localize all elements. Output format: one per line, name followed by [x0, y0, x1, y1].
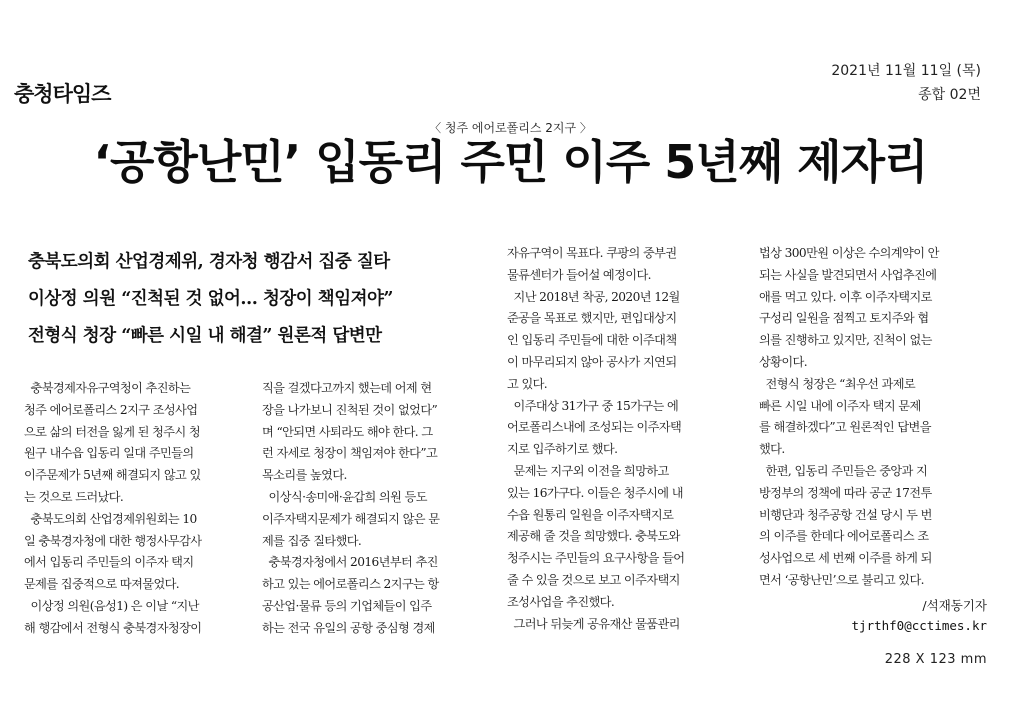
body-line: 지난 2018년 착공, 2020년 12월 — [507, 289, 680, 304]
body-line: 상황이다. — [759, 354, 807, 369]
body-line: 제공해 줄 것을 희망했다. 충북도와 — [507, 529, 680, 544]
body-line: 법상 300만원 이상은 수의계약이 안 — [759, 246, 939, 260]
body-line: 원구 내수읍 입동리 일대 주민들의 — [24, 446, 194, 461]
body-line: 해 행감에서 전형식 충북경자청장이 — [24, 620, 202, 635]
reporter-byline: /석재동기자 — [922, 598, 987, 613]
body-line: 있는 16가구다. 이들은 청주시에 내 — [507, 485, 683, 500]
body-line: 공산업·물류 등의 기업체들이 입주 — [262, 598, 432, 613]
body-line: 성사업으로 세 번째 이주를 하게 되 — [759, 551, 932, 566]
body-line: 에서 입동리 주민들의 이주자 택지 — [24, 555, 194, 570]
body-line: 이 마무리되지 않아 공사가 지연되 — [507, 354, 677, 369]
subheadline-2: 이상정 의원 “진척된 것 없어… 청장이 책임져야” — [28, 289, 393, 309]
body-line: 일 충북경자청에 대한 행정사무감사 — [24, 533, 202, 548]
body-line: 수읍 원통리 일원을 이주자택지로 — [507, 507, 674, 522]
newspaper-logo: 충청타임즈 — [14, 82, 111, 106]
body-line: 목소리를 높였다. — [262, 468, 347, 483]
body-line: 는 것으로 드러났다. — [24, 489, 124, 504]
subheadline-block — [28, 244, 498, 355]
body-line: 제를 집중 질타했다. — [262, 533, 362, 548]
body-line: 인 입동리 주민들에 대한 이주대책 — [507, 333, 677, 348]
body-line: 면서 ‘공항난민’으로 불리고 있다. — [759, 572, 924, 587]
body-line: 를 해결하겠다”고 원론적인 답변을 — [759, 420, 931, 435]
body-line: 조성사업을 추진했다. — [507, 594, 615, 609]
article-headline: ‘공항난민’ 입동리 주민 이주 5년째 제자리 — [93, 135, 928, 189]
subheadline-1: 충북도의회 산업경제위, 경자청 행감서 집중 질타 — [28, 252, 390, 272]
body-line: 비행단과 청주공항 건설 당시 두 번 — [759, 507, 932, 522]
body-line: 며 “안되면 사퇴라도 해야 한다. 그 — [262, 424, 433, 439]
body-line: 장을 나가보니 진척된 것이 없었다” — [262, 402, 438, 417]
body-line: 충북도의회 산업경제위원회는 10 — [24, 511, 197, 526]
body-line: 충북경자청에서 2016년부터 추진 — [262, 555, 438, 570]
body-column-3 — [507, 243, 743, 635]
article-kicker: 〈 청주 에어로폴리스 2지구 〉 — [429, 121, 592, 135]
body-line: 직을 걸겠다고까지 했는데 어제 현 — [262, 381, 432, 395]
body-line: 하고 있는 에어로폴리스 2지구는 항 — [262, 577, 439, 592]
body-line: 의 이주를 한데다 에어로폴리스 조 — [759, 529, 929, 544]
body-line: 이상식·송미애·윤갑희 의원 등도 — [262, 489, 427, 504]
body-column-4 — [759, 243, 995, 592]
body-line: 물류센터가 들어설 예정이다. — [507, 267, 651, 282]
body-line: 지로 입주하기로 했다. — [507, 442, 618, 457]
body-line: 줄 수 있을 것으로 보고 이주자택지 — [507, 572, 680, 587]
body-line: 어로폴리스내에 조성되는 이주자택 — [507, 420, 682, 435]
body-line: 문제를 집중적으로 따져물었다. — [24, 577, 180, 592]
body-line: 되는 사실을 발견되면서 사업추진에 — [759, 267, 937, 282]
subheadline-3: 전형식 청장 “빠른 시일 내 해결” 원론적 답변만 — [28, 326, 382, 346]
body-line: 이주문제가 5년째 해결되지 않고 있 — [24, 468, 201, 483]
body-line: 빠른 시일 내에 이주자 택지 문제 — [759, 398, 921, 413]
body-line: 이주대상 31가구 중 15가구는 에 — [507, 398, 679, 413]
publication-date: 2021년 11월 11일 (목) — [831, 63, 981, 79]
body-line: 이상정 의원(음성1) 은 이날 “지난 — [24, 598, 199, 613]
body-line: 충북경제자유구역청이 추진하는 — [24, 381, 191, 395]
body-line: 준공을 목표로 했지만, 편입대상지 — [507, 311, 677, 326]
body-line: 애를 먹고 있다. 이후 이주자택지로 — [759, 289, 932, 304]
body-line: 런 자세로 청장이 책임져야 한다”고 — [262, 446, 438, 461]
body-line: 으로 삶의 터전을 잃게 된 청주시 청 — [24, 424, 201, 439]
section-page: 종합 02면 — [918, 87, 981, 103]
clip-size-label: 228 X 123 mm — [884, 652, 987, 667]
body-line: 전형식 청장은 “최우선 과제로 — [759, 376, 916, 391]
body-line: 이주자택지문제가 해결되지 않은 문 — [262, 511, 440, 526]
body-line: 방정부의 정책에 따라 공군 17전투 — [759, 485, 932, 500]
body-line: 그러나 뒤늦게 공유재산 물품관리 — [507, 616, 680, 631]
body-line: 구성리 일원을 점찍고 토지주와 협 — [759, 311, 929, 326]
body-line: 고 있다. — [507, 376, 548, 391]
body-line: 청주 에어로폴리스 2지구 조성사업 — [24, 402, 198, 417]
body-line: 하는 전국 유일의 공항 중심형 경제 — [262, 620, 435, 635]
reporter-email: tjrthf0@cctimes.kr — [851, 618, 987, 633]
body-line: 청주시는 주민들의 요구사항을 들어 — [507, 551, 685, 566]
body-column-1 — [24, 378, 256, 640]
body-line: 문제는 지구외 이전을 희망하고 — [507, 463, 669, 478]
body-column-2 — [262, 378, 494, 640]
body-line: 한편, 입동리 주민들은 중앙과 지 — [759, 463, 928, 478]
body-line: 의를 진행하고 있지만, 진척이 없는 — [759, 333, 932, 348]
body-line: 했다. — [759, 442, 785, 457]
body-line: 자유구역이 목표다. 쿠팡의 중부권 — [507, 246, 677, 260]
